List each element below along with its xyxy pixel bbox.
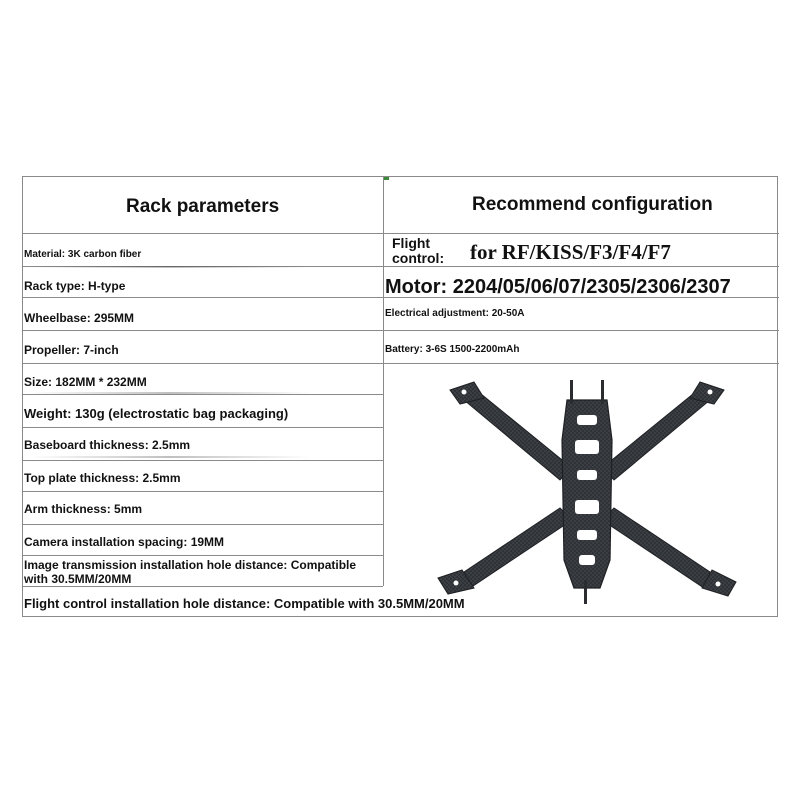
param-camera-spacing: Camera installation spacing: 19MM — [24, 535, 225, 549]
param-flight-control-hole: Flight control installation hole distance: Compatible with 30.5MM/20MM — [24, 596, 465, 611]
param-top-plate-thickness: Top plate thickness: 2.5mm — [24, 471, 181, 485]
motor-spec: Motor: 2204/05/06/07/2305/2306/2307 — [385, 276, 731, 298]
drone-frame-icon — [412, 370, 762, 610]
param-wheelbase: Wheelbase: 295MM — [24, 311, 135, 325]
divider-shadow — [30, 456, 310, 458]
param-size: Size: 182MM * 232MM — [24, 375, 147, 389]
drone-frame-image — [412, 370, 762, 610]
flight-control-label: Flight control: — [392, 235, 445, 267]
divider-shadow — [30, 392, 310, 394]
param-material: Material: 3K carbon fiber — [24, 249, 142, 260]
esc-spec: Electrical adjustment: 20-50A — [385, 308, 525, 319]
divider-shadow — [30, 266, 310, 268]
param-weight: Weight: 130g (electrostatic bag packaging) — [24, 406, 289, 421]
flight-control-value: for RF/KISS/F3/F4/F7 — [470, 240, 671, 264]
param-arm-thickness: Arm thickness: 5mm — [24, 502, 143, 516]
accent-mark — [384, 177, 389, 180]
param-rack-type: Rack type: H-type — [24, 279, 126, 293]
param-image-transmission-hole: Image transmission installation hole distance: Compatible with 30.5MM/20MM — [24, 558, 357, 586]
battery-spec: Battery: 3-6S 1500-2200mAh — [385, 344, 520, 355]
param-propeller: Propeller: 7-inch — [24, 343, 119, 357]
header-recommend-configuration: Recommend configuration — [472, 194, 713, 215]
header-rack-parameters: Rack parameters — [126, 196, 280, 217]
param-baseboard-thickness: Baseboard thickness: 2.5mm — [24, 438, 191, 452]
